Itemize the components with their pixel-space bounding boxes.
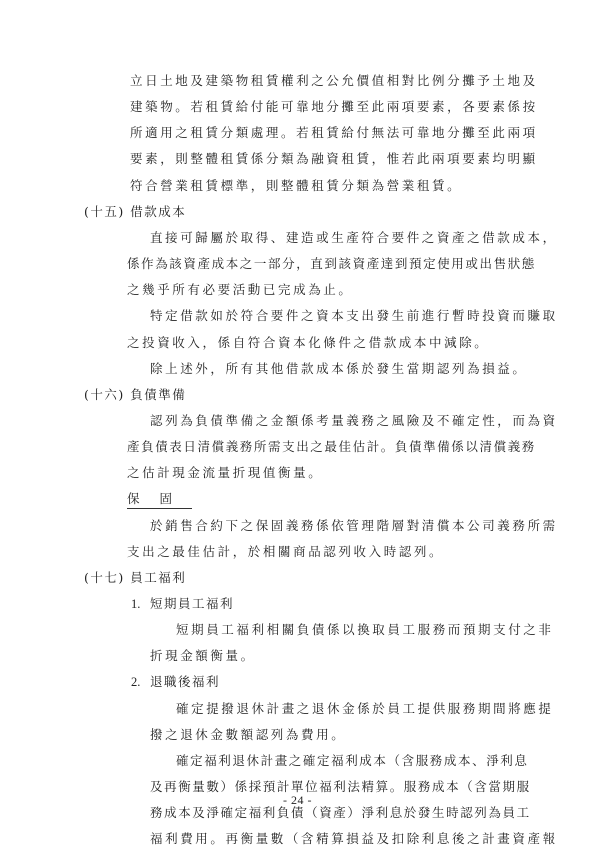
section-heading: (十五) 借款成本 [84,204,187,219]
paragraph-line: 福利費用。再衡量數（含精算損益及扣除利息後之計畫資產報 [150,831,558,846]
paragraph-line: 及再衡量數）係採預計單位福利法精算。服務成本（含當期服 [150,779,531,794]
paragraph-line: 之投資收入，係自符合資本化條件之借款成本中減除。 [127,335,490,350]
item-title: 退職後福利 [150,674,221,689]
paragraph-line: 產負債表日清償義務所需支出之最佳估計。負債準備係以清償義務 [127,439,536,454]
paragraph-line: 短期員工福利相關負債係以換取員工服務而預期支付之非 [176,622,554,637]
paragraph-line: 立日土地及建築物租賃權利之公允價值相對比例分攤予土地及 [130,73,538,88]
paragraph-line: 係作為該資產成本之一部分，直到該資產達到預定使用或出售狀態 [127,256,536,271]
paragraph-line: 折現金額衡量。 [150,648,256,663]
item-number: 1. [131,597,141,611]
item-number: 2. [131,675,141,689]
item-title: 短期員工福利 [150,596,235,611]
paragraph-line: 認列為負債準備之金額係考量義務之風險及不確定性，而為資 [150,413,558,428]
paragraph-line: 除上述外，所有其他借款成本係於發生當期認列為損益。 [150,361,528,376]
paragraph-line: 符合營業租賃標準，則整體租賃分類為營業租賃。 [130,178,463,193]
page-number: - 24 - [283,793,312,807]
paragraph-line: 之幾乎所有必要活動已完成為止。 [127,282,354,297]
section-heading: (十七) 員工福利 [84,570,187,585]
section-heading: (十六) 負債準備 [84,387,187,402]
paragraph-line: 支出之最佳估計，於相關商品認列收入時認列。 [127,544,445,559]
paragraph-line: 直接可歸屬於取得、建造或生產符合要件之資產之借款成本， [150,230,558,245]
paragraph-line: 務成本及淨確定福利負債（資產）淨利息於發生時認列為員工 [150,805,531,820]
paragraph-line: 於銷售合約下之保固義務係依管理階層對清償本公司義務所需 [150,518,558,533]
paragraph-line: 確定提撥退休計畫之退休金係於員工提供服務期間將應提 [176,701,554,716]
paragraph-line: 所適用之租賃分類處理。若租賃給付無法可靠地分攤至此兩項 [130,125,538,140]
paragraph-line: 要素，則整體租賃係分類為融資租賃，惟若此兩項要素均明顯 [130,151,538,166]
paragraph-line: 特定借款如於符合要件之資本支出發生前進行暫時投資而賺取 [150,308,558,323]
paragraph-line: 之估計現金流量折現值衡量。 [127,465,324,480]
paragraph-line: 撥之退休金數額認列為費用。 [150,727,347,742]
paragraph-line: 建築物。若租賃給付能可靠地分攤至此兩項要素，各要素係按 [130,99,538,114]
warranty-subheading: 保固 [127,491,192,509]
paragraph-line: 確定福利退休計畫之確定福利成本（含服務成本、淨利息 [176,753,529,768]
